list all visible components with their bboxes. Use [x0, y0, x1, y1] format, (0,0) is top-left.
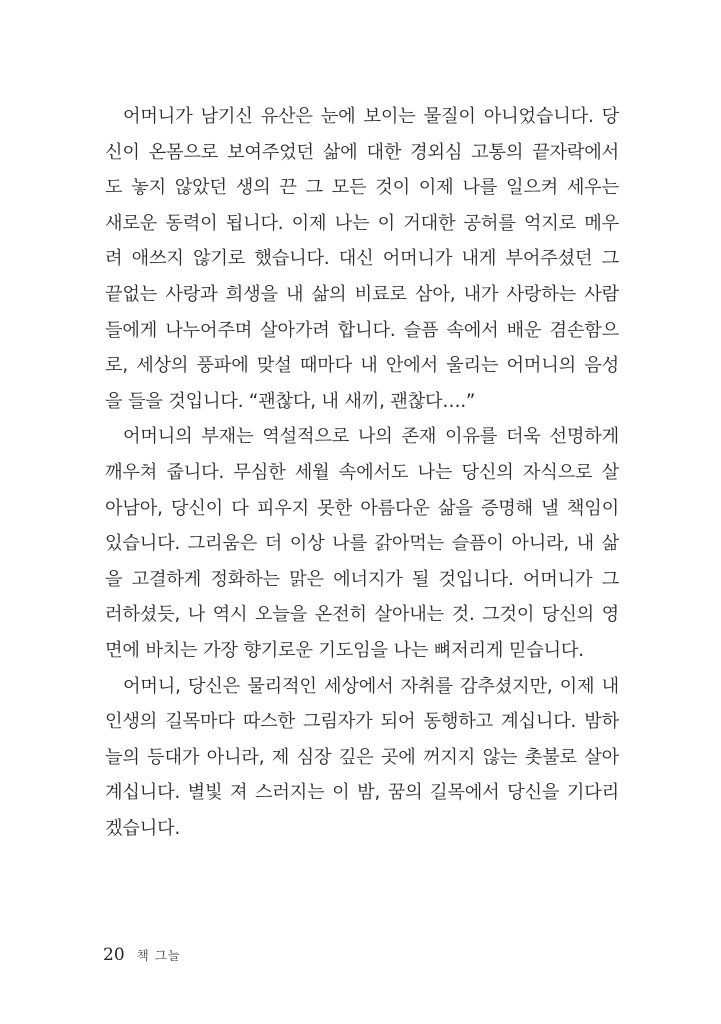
text-line: 끝없는 사랑과 희생을 내 삶의 비료로 삼아, 내가 사랑하는 사람 [105, 283, 619, 305]
text-line: 있습니다. 그리움은 더 이상 나를 갉아먹는 슬픔이 아니라, 내 삶 [105, 533, 619, 555]
page-footer [103, 945, 181, 965]
text-line: 신이 온몸으로 보여주었던 삶에 대한 경외심 고통의 끝자락에서 [105, 141, 619, 163]
text-line: 려 애쓰지 않기로 했습니다. 대신 어머니가 내게 부어주셨던 그 [105, 248, 619, 270]
text-line: 도 놓지 않았던 생의 끈 그 모든 것이 이제 나를 일으켜 세우는 [105, 177, 619, 199]
body-text [105, 99, 619, 846]
text-line: 겠습니다. [105, 817, 181, 839]
paragraph-3 [105, 669, 619, 847]
paragraph-1 [105, 99, 619, 419]
page-number: 20 [103, 945, 125, 965]
text-line: 계십니다. 별빛 져 스러지는 이 밤, 꿈의 길목에서 당신을 기다리 [105, 782, 619, 804]
text-line: 어머니가 남기신 유산은 눈에 보이는 물질이 아니었습니다. 당 [123, 106, 619, 127]
text-line: 아남아, 당신이 다 피우지 못한 아름다운 삶을 증명해 낼 책임이 [105, 497, 619, 519]
text-line: 늘의 등대가 아니라, 제 심장 깊은 곳에 꺼지지 않는 촛불로 살아 [105, 746, 619, 768]
text-line: 러하셨듯, 나 역시 오늘을 온전히 살아내는 것. 그것이 당신의 영 [105, 604, 619, 626]
text-line: 어머니의 부재는 역설적으로 나의 존재 이유를 더욱 선명하게 [123, 426, 619, 448]
text-line: 어머니, 당신은 물리적인 세상에서 자취를 감추셨지만, 이제 내 [123, 675, 619, 697]
text-line: 들에게 나누어주며 살아가려 합니다. 슬픔 속에서 배운 겸손함으 [105, 319, 619, 341]
text-line: 로, 세상의 풍파에 맞설 때마다 내 안에서 울리는 어머니의 음성 [105, 355, 619, 377]
running-title: 책 그늘 [136, 948, 181, 963]
text-line: 새로운 동력이 됩니다. 이제 나는 이 거대한 공허를 억지로 메우 [105, 212, 619, 234]
text-line: 인생의 길목마다 따스한 그림자가 되어 동행하고 계십니다. 밤하 [105, 711, 619, 733]
text-line: 깨우쳐 줍니다. 무심한 세월 속에서도 나는 당신의 자식으로 살 [105, 461, 619, 483]
text-line: 을 고결하게 정화하는 맑은 에너지가 될 것입니다. 어머니가 그 [105, 568, 619, 590]
text-line: 면에 바치는 가장 향기로운 기도임을 나는 뼈저리게 믿습니다. [105, 639, 584, 661]
text-line: 을 들을 것입니다. “괜찮다, 내 새끼, 괜찮다….” [105, 390, 476, 412]
paragraph-2 [105, 419, 619, 668]
